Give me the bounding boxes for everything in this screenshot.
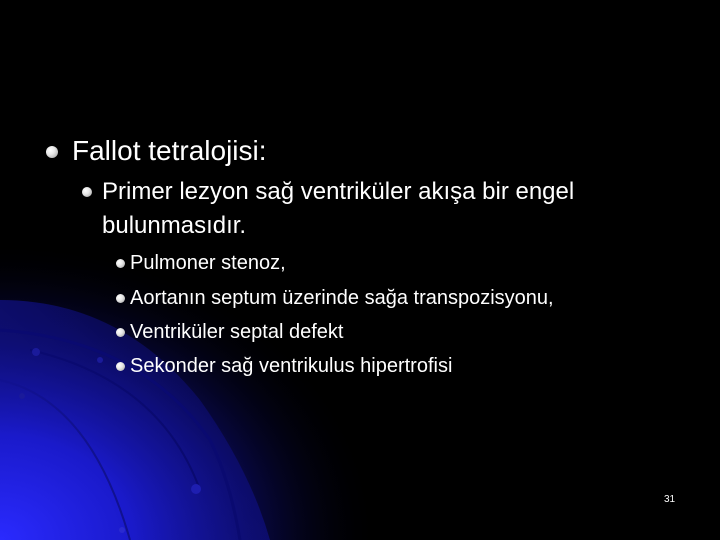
bullet-icon bbox=[116, 362, 125, 371]
bullet-icon bbox=[82, 187, 92, 197]
main-point-line-1: Primer lezyon sağ ventriküler akışa bir engel bbox=[102, 178, 575, 205]
page-number: 31 bbox=[664, 494, 676, 505]
deco-dot bbox=[19, 393, 25, 399]
bullet-icon bbox=[116, 259, 125, 268]
deco-dot bbox=[32, 348, 40, 356]
deco-dot bbox=[97, 357, 103, 363]
sub-point-4: Sekonder sağ ventrikulus hipertrofisi bbox=[130, 355, 453, 377]
blue-glow bbox=[0, 240, 380, 540]
bullet-icon bbox=[46, 146, 58, 158]
sub-point-1: Pulmoner stenoz, bbox=[130, 252, 286, 274]
main-point-line-2: bulunmasıdır. bbox=[102, 212, 247, 239]
slide-title: Fallot tetralojisi: bbox=[72, 135, 267, 166]
deco-dot bbox=[119, 527, 125, 533]
sub-point-2: Aortanın septum üzerinde sağa transpozisyonu, bbox=[130, 287, 554, 309]
sub-point-3: Ventriküler septal defekt bbox=[130, 321, 344, 343]
deco-dot bbox=[191, 484, 201, 494]
bullet-icon bbox=[116, 294, 125, 303]
bullet-icon bbox=[116, 328, 125, 337]
